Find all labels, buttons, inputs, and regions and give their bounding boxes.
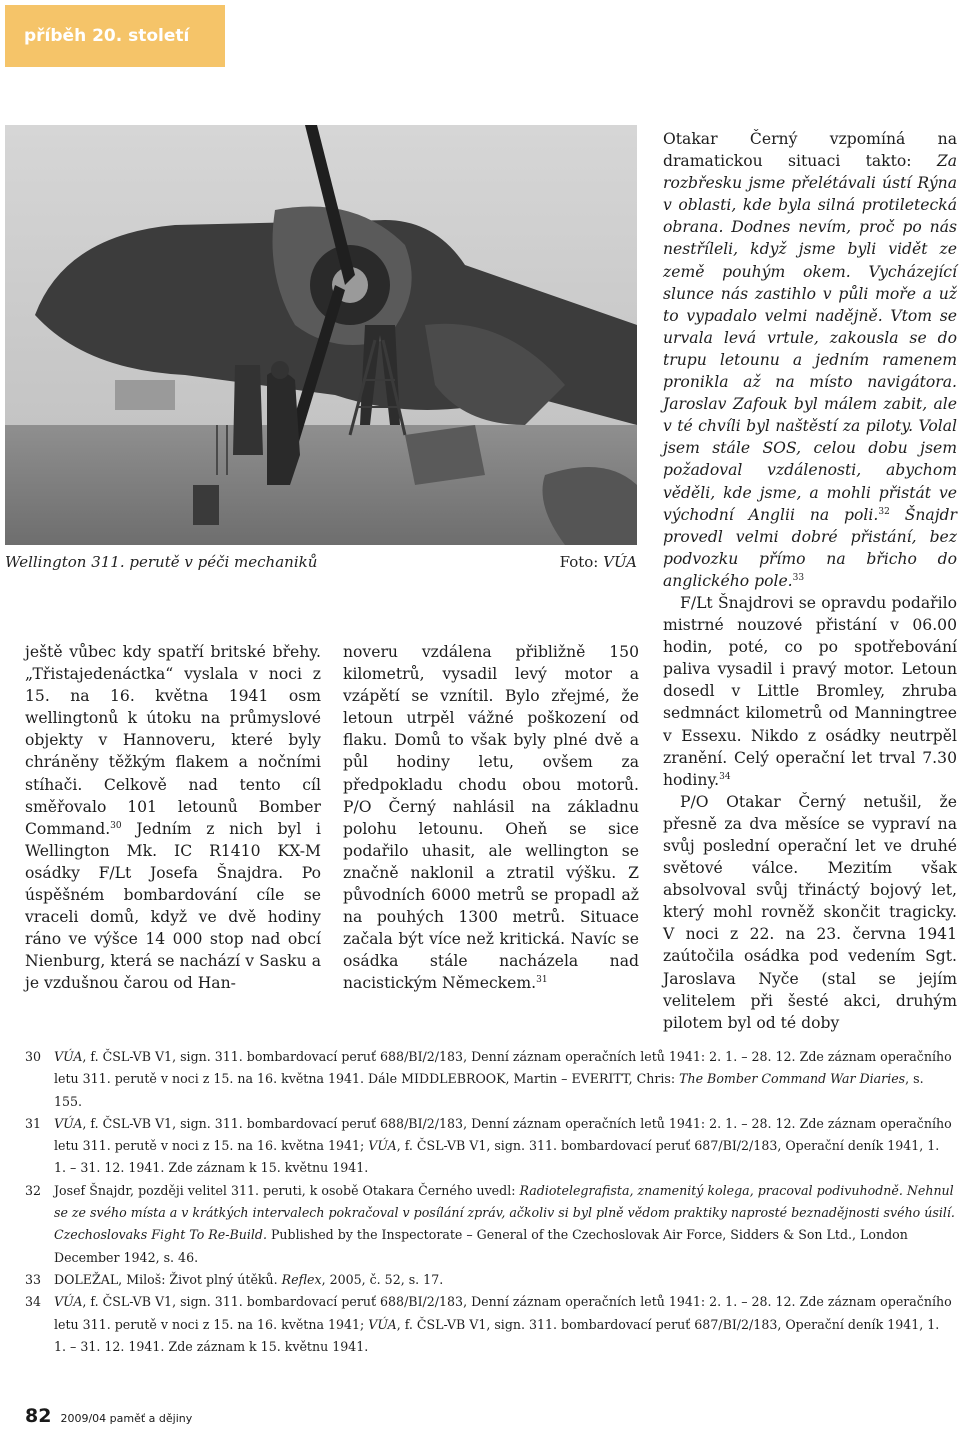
column-3-paragraph-3: P/O Otakar Černý netušil, že přesně za dva měsíce se vypraví na svůj poslední operační let ve druhé světové válce. Mezitím však absolvoval svůj třináctý bojový let, který mohl rovněž skončit tragicky. V noci z 22. na 23. června 1941 zaútočila osádka pod vedením Sgt. Jaroslava Nyče (stal se jejím velitelem při šesté akci, druhým pilotem byl od té doby bbox=[663, 792, 957, 1032]
footnote-number: 33 bbox=[25, 1271, 42, 1287]
footnote-text bbox=[54, 1291, 955, 1358]
footnote-ref-34: 34 bbox=[719, 771, 731, 782]
footnote-italic: VÚA bbox=[54, 1115, 83, 1131]
section-badge bbox=[5, 5, 225, 67]
footnote-italic: VÚA bbox=[54, 1049, 83, 1064]
footnote-part: Published by the Inspectorate – General of the Czechoslovak Air Force, Sidders & Son Ltd., London December 1942, s. 46. bbox=[54, 1227, 908, 1265]
column-3-quote-paragraph bbox=[663, 128, 957, 592]
column-2-paragraph bbox=[343, 641, 639, 995]
footnote-italic: The Bomber Command War Diaries bbox=[679, 1071, 906, 1087]
footnote-number: 34 bbox=[25, 1294, 42, 1310]
footnote-text bbox=[54, 1269, 955, 1291]
text-column-1 bbox=[25, 641, 321, 995]
photo-credit bbox=[560, 553, 637, 571]
page-footer bbox=[25, 1405, 192, 1427]
column-1-text: ještě vůbec kdy spatří britské břehy. „Třistajedenáctka“ vyslala v noci z 15. na 16. května 1941 osm wellingtonů k útoku na průmyslové objekty v Hannoveru, které byly chráněny těžkým flakem a nočními stíhači. Celkově nad tento cíl směřovalo 101 letounů Bomber Command. bbox=[25, 643, 321, 838]
footnote-text bbox=[54, 1113, 955, 1180]
quote-intro: Otakar Černý vzpomíná na dramatickou situaci takto: bbox=[663, 130, 957, 171]
footnote-italic: VÚA bbox=[368, 1316, 397, 1332]
quote-text-continued: Šnajdr provedl velmi dobré přistání, bez podvozku přímo na břicho do anglického pole. bbox=[663, 505, 957, 590]
footnote-part: , f. ČSL-VB V1, sign. 311. bombardovací peruť 687/BI/2/183, Operační deník 1941, 1. 1. – 31. 12. 1941. Zde záznam k 15. květnu 1941. bbox=[54, 1138, 940, 1176]
footnote-31 bbox=[25, 1113, 955, 1180]
footnote-part: , s. 155. bbox=[54, 1071, 924, 1109]
photo-credit-value: VÚA bbox=[603, 553, 637, 571]
column-1-text-continued: Jedním z nich byl i Wellington Mk. IC R1410 KX-M osádky F/Lt Josefa Šnajdra. Po úspěšném bombardování cíle se vraceli domů, když ve dvě hodiny ráno ve výšce 14 000 stop nad obcí Nienburg, která se nachází v Sasku a je vzdušnou čarou od Han- bbox=[25, 819, 321, 993]
wellington-photo bbox=[5, 125, 637, 545]
footnote-number: 31 bbox=[25, 1115, 42, 1131]
footnote-italic: VÚA bbox=[368, 1138, 397, 1154]
footnote-part: , f. ČSL-VB V1, sign. 311. bombardovací peruť 688/BI/2/183, Denní záznam operačních letů 1941: 2. 1. – 28. 12. Zde záznam operačního letu 311. perutě v noci z 15. na 16. května 1941; bbox=[54, 1115, 952, 1154]
column-3-paragraph-2 bbox=[663, 592, 957, 791]
footnote-part: , f. ČSL-VB V1, sign. 311. bombardovací peruť 687/BI/2/183, Operační deník 1941, 1. 1. – 31. 12. 1941. Zde záznam k 15. květnu 1941. bbox=[54, 1316, 940, 1354]
footnote-ref-31: 31 bbox=[536, 975, 548, 986]
text-column-3 bbox=[663, 128, 957, 1034]
section-title: příběh 20. století bbox=[24, 26, 190, 46]
photo-credit-label: Foto: bbox=[559, 553, 599, 571]
text-column-2 bbox=[343, 641, 639, 995]
footnote-ref-30: 30 bbox=[110, 820, 122, 831]
footnote-34 bbox=[25, 1291, 955, 1358]
footnote-ref-32: 32 bbox=[878, 506, 890, 517]
footnote-33 bbox=[25, 1269, 955, 1291]
page-number: 82 bbox=[25, 1405, 52, 1427]
footnote-italic: VÚA bbox=[54, 1294, 83, 1310]
footnote-ref-33: 33 bbox=[792, 572, 805, 583]
paragraph-2-text: F/Lt Šnajdrovi se opravdu podařilo mistrné nouzové přistání v 06.00 hodin, poté, co po spotřebování paliva vysadil i pravý motor. Letoun dosedl v Little Bromley, zhruba sedmnáct kilometrů od Manningtree v Essexu. Nikdo z osádky neutrpěl zranění. Celý operační let trval 7.30 hodiny. bbox=[663, 593, 957, 789]
footnote-30 bbox=[25, 1046, 955, 1113]
footnote-number: 30 bbox=[25, 1049, 42, 1064]
column-1-paragraph bbox=[25, 641, 321, 995]
footnote-32 bbox=[25, 1180, 955, 1269]
footnote-text bbox=[54, 1180, 955, 1269]
column-2-text: noveru vzdálena přibližně 150 kilometrů, vysadil levý motor a vzápětí se vznítil. Bylo zřejmé, že letoun utrpěl vážné poškození od flaku. Domů to však byly plné dvě a půl hodiny letu, ovšem za předpokladu chodu obou motorů. P/O Černý nahlásil na základnu polohu letounu. Oheň se sice podařilo uhasit, ale wellington se značně naklonil a ztratil výšku. Z původních 6000 metrů se propadl až na pouhých 1300 metrů. Situace začala být více než kritická. Navíc se osádka stále nacházela nad nacistickým Německem. bbox=[343, 643, 639, 993]
footnote-italic: Reflex bbox=[281, 1271, 322, 1287]
footnote-text bbox=[54, 1046, 955, 1113]
issue-label: 2009/04 paměť a dějiny bbox=[60, 1412, 193, 1425]
footnote-part: , f. ČSL-VB V1, sign. 311. bombardovací peruť 688/BI/2/183, Denní záznam operačních letů 1941: 2. 1. – 28. 12. Zde záznam operačního letu 311. perutě v noci z 15. na 16. května 1941. Dále MIDDLEBROOK, Martin – EVERITT, Chris: bbox=[54, 1049, 952, 1087]
footnote-part: , 2005, č. 52, s. 17. bbox=[321, 1271, 444, 1287]
photo-caption: Wellington 311. perutě v péči mechaniků bbox=[5, 553, 318, 571]
footnote-part: , f. ČSL-VB V1, sign. 311. bombardovací peruť 688/BI/2/183, Denní záznam operačních letů 1941: 2. 1. – 28. 12. Zde záznam operačního letu 311. perutě v noci z 15. na 16. května 1941; bbox=[54, 1294, 952, 1332]
footnotes bbox=[25, 1046, 955, 1358]
footnote-number: 32 bbox=[25, 1182, 42, 1198]
footnote-part: Josef Šnajdr, později velitel 311. peruti, k osobě Otakara Černého uvedl: bbox=[54, 1182, 520, 1198]
quote-text: Za rozbřesku jsme přelétávali ústí Rýna v oblasti, kde byla silná protiletecká obrana. Dodnes nevím, proč po nás nestříleli, když jsme byli vidět ze země pouhým okem. Vycházející slunce nás zastihlo v půli moře a už to vypadalo velmi nadějně. Vtom se urvala levá vrtule, zakousla se do trupu letounu a jedním ramenem pronikla až na místo navigátora. Jaroslav Zafouk byl málem zabit, ale v té chvíli byl naštěstí za piloty. Volal jsem stále SOS, celou dobu jsem požadoval vzdálenosti, abychom věděli, kde jsme, a mohli přistát ve východní Anglii na poli. bbox=[663, 152, 957, 524]
footnote-part: DOLEŽAL, Miloš: Život plný útěků. bbox=[54, 1271, 282, 1287]
footnote-italic: Radiotelegrafista, znamenitý kolega, pracoval podivuhodně. Nehnul se ze svého místa a v krátkých intervalech pokračoval v posílání zpráv, ačkoliv si byl plně vědom praktiky naprosté beznadějnosti svého úsilí. Czechoslovaks Fight To Re-Build. bbox=[54, 1182, 955, 1243]
